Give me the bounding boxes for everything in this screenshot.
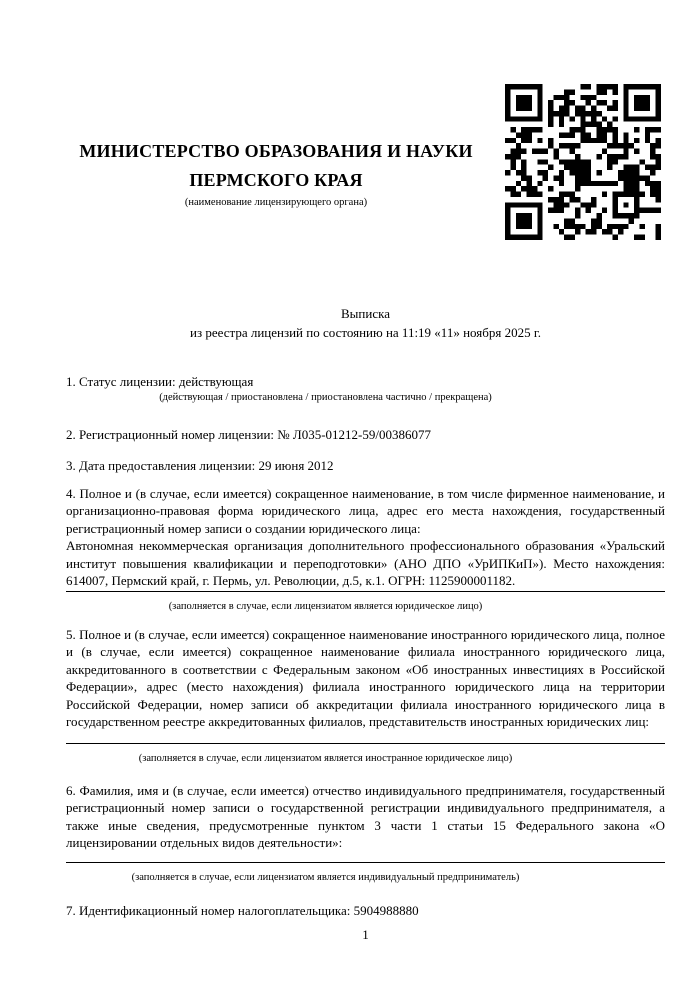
item-5-foreign-entity-label: 5. Полное и (в случае, если имеется) сокращенное наименование иностранного юридического лица, полное и (в случае, если имеется) сокращенное наименование филиала иностранного юридического лица, аккредитованного в соответствии с Федеральным законом «Об иностранных инвестициях в Российской Федерации», адрес (место нахождения) филиала иностранного юридического лица на территории Российской Федерации, номер записи об аккредитации филиала иностранного юридического лица в государственном реестре аккредитованных филиалов, представительств иностранных юридических лиц:	[66, 626, 665, 729]
title-line2: из реестра лицензий по состоянию на 11:19 «11» ноября 2025 г.	[190, 325, 541, 340]
title-line1: Выписка	[341, 306, 390, 321]
item-4-legal-entity-label: 4. Полное и (в случае, если имеется) сокращенное наименование, в том числе фирменное наименование, и организационно-правовая форма юридического лица, адрес его места нахождения, государственный регистрационный номер записи о создании юридического лица:	[66, 485, 665, 536]
item-1-license-status: 1. Статус лицензии: действующая	[66, 374, 254, 389]
item-4-caption: (заполняется в случае, если лицензиатом является юридическое лицо)	[168, 600, 483, 612]
issuer-name-line2: ПЕРМСКОГО КРАЯ	[189, 170, 363, 190]
item-5-caption: (заполняется в случае, если лицензиатом является иностранное юридическое лицо)	[138, 752, 513, 764]
issuer-caption: (наименование лицензирующего органа)	[184, 197, 368, 208]
item-7-taxpayer-number: 7. Идентификационный номер налогоплательщика: 5904988880	[66, 902, 419, 918]
item-1-caption: (действующая / приостановлена / приостановлена частично / прекращена)	[159, 391, 492, 403]
item-4-legal-entity-value: Автономная некоммерческая организация дополнительного профессионального образования «Уральский институт повышения квалификации и переподготовки» (АНО ДПО «УрИПКиП»). Место нахождения: 614007, Пермский край, г. Пермь, ул. Революции, д.5, к.1. ОГРН: 1125900001182.	[66, 538, 665, 588]
item-4-fill-line	[66, 591, 665, 592]
issuer-header	[66, 137, 486, 209]
item-6-entrepreneur-label: 6. Фамилия, имя и (в случае, если имеется) отчество индивидуального предпринимателя, государственный регистрационный номер записи о государственной регистрации индивидуального предпринимателя, а также иные сведения, предусмотренные пунктом 3 части 1 статьи 15 Федерального закона «О лицензировании отдельных видов деятельности»:	[66, 782, 665, 850]
issuer-name-line1: МИНИСТЕРСТВО ОБРАЗОВАНИЯ И НАУКИ	[79, 141, 473, 161]
item-6-fill-line	[66, 862, 665, 863]
item-2-registration-number: 2. Регистрационный номер лицензии: № Л035-01212-59/00386077	[66, 426, 432, 442]
item-3-grant-date: 3. Дата предоставления лицензии: 29 июня 2012	[66, 458, 334, 473]
item-5-fill-line	[66, 743, 665, 744]
document-title	[66, 304, 665, 342]
document-content	[66, 0, 665, 919]
page-number: 1	[362, 927, 369, 942]
item-6-caption: (заполняется в случае, если лицензиатом является индивидуальный предприниматель)	[131, 871, 520, 883]
